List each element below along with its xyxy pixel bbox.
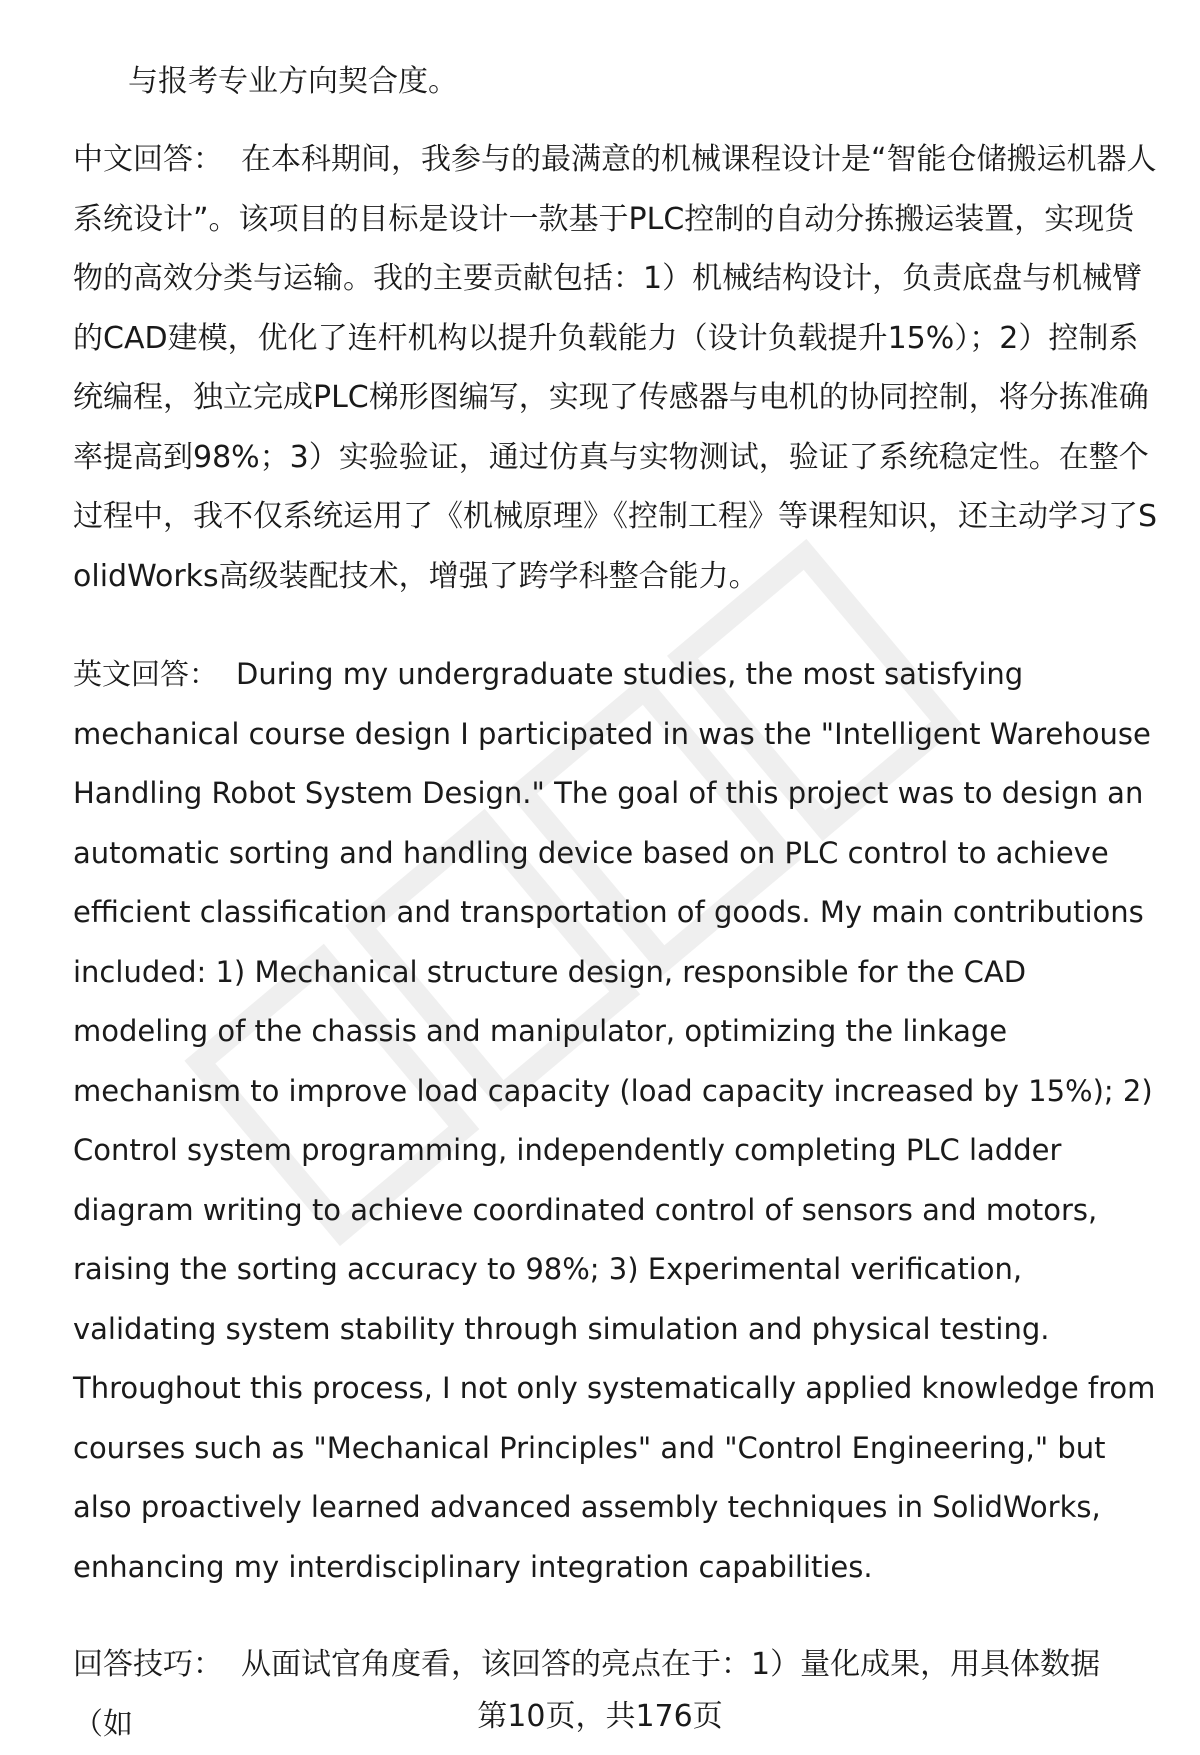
tips-label: 回答技巧： (73, 1647, 223, 1682)
chinese-answer-paragraph (73, 130, 1158, 606)
page-footer: 第10页，共176页 (477, 1699, 723, 1734)
english-answer-label: 英文回答： (73, 657, 219, 691)
chinese-answer-text: 在本科期间，我参与的最满意的机械课程设计是“智能仓储搬运机器人系统设计”。该项目的目标是设计一款基于PLC控制的自动分拣搬运装置，实现货物的高效分类与运输。我的主要贡献包括：1）机械结构设计，负责底盘与机械臂的CAD建模，优化了连杆机构以提升负载能力（设计负载提升15%）；2）控制系统编程，独立完成PLC梯形图编写，实现了传感器与电机的协同控制，将分拣准确率提高到98%；3）实验验证，通过仿真与实物测试，验证了系统稳定性。在整个过程中，我不仅系统运用了《机械原理》《控制工程》等课程知识，还主动学习了SolidWorks高级装配技术，增强了跨学科整合能力。 (73, 142, 1158, 594)
english-answer-text: During my undergraduate studies, the most satisfying mechanical course design I participated in was the "Intelligent Warehouse Handling Robot System Design." The goal of this project was to design an automatic sorting and handling device based on PLC control to achieve efficient classification and transportation of goods. My main contributions included: 1) Mechanical structure design, responsible for the CAD modeling of the chassis and manipulator, optimizing the linkage mechanism to improve load capacity (load capacity increased by 15%); 2) Control system programming, independently completing PLC ladder diagram writing to achieve coordinated control of sensors and motors, raising the sorting accuracy to 98%; 3) Experimental verification, validating system stability through simulation and physical testing. Throughout this process, I not only systematically applied knowledge from courses such as "Mechanical Principles" and "Control Engineering," but also proactively learned advanced assembly techniques in SolidWorks, enhancing my interdisciplinary integration capabilities. (73, 657, 1156, 1584)
tips-text: 从面试官角度看，该回答的亮点在于：1）量化成果，用具体数据（如 (73, 1647, 1101, 1742)
chinese-answer-label: 中文回答： (73, 142, 223, 177)
continuation-line: 与报考专业方向契合度。 (128, 64, 458, 99)
english-answer-paragraph (73, 645, 1158, 1597)
